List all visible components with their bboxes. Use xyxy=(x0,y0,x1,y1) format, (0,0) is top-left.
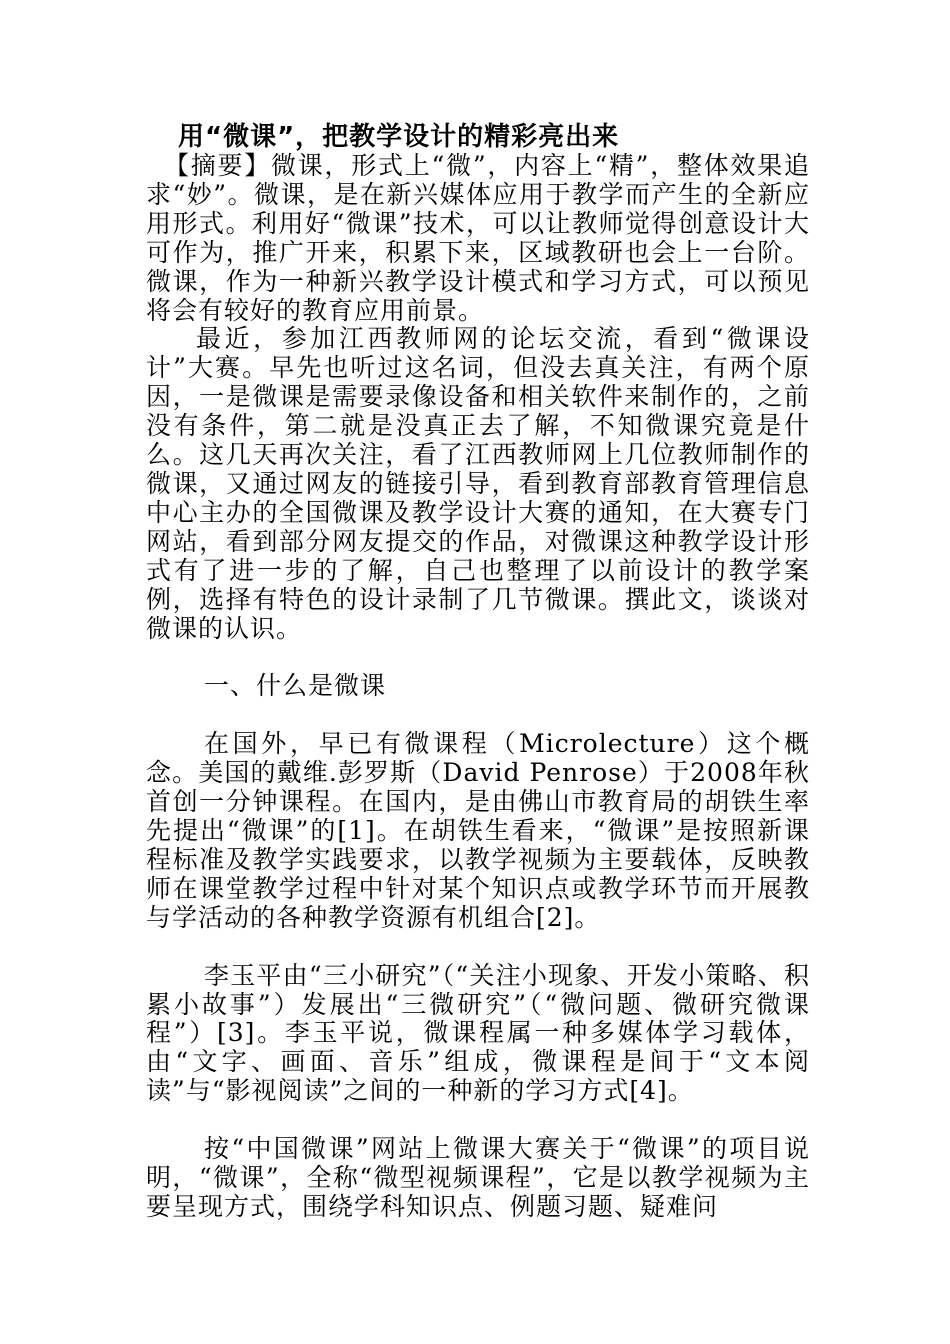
abstract-paragraph: 【摘要】微课，形式上“微”，内容上“精”，整体效果追求“妙”。微课，是在新兴媒体应用于教学而产生的全新应用形式。利用好“微课”技术，可以让教师觉得创意设计大可作为，推广开来，积累下来，区域教研也会上一台阶。微课，作为一种新兴教学设计模式和学习方式，可以预见将会有较好的教育应用前景。 xyxy=(146,151,810,325)
body-paragraph: 按“中国微课”网站上微课大赛关于“微课”的项目说明，“微课”，全称“微型视频课程”，它是以教学视频为主要呈现方式，围绕学科知识点、例题习题、疑难问 xyxy=(146,1134,810,1221)
paragraph-spacer xyxy=(146,933,810,962)
body-paragraph: 李玉平由“三小研究”（“关注小现象、开发小策略、积累小故事”）发展出“三微研究”（“微问题、微研究微课程”）[3]。李玉平说，微课程属一种多媒体学习载体，由“文字、画面、音乐”组成，微课程是间于“文本阅读”与“影视阅读”之间的一种新的学习方式[4]。 xyxy=(146,960,810,1106)
paragraph-spacer xyxy=(146,643,810,672)
document-title: 用“微课”，把教学设计的精彩亮出来 xyxy=(178,122,620,152)
document-body xyxy=(146,122,810,1222)
body-paragraph: 在国外，早已有微课程（Microlecture）这个概念。美国的戴维.彭罗斯（David Penrose）于2008年秋首创一分钟课程。在国内，是由佛山市教育局的胡铁生率先提出“微课”的[1]。在胡铁生看来，“微课”是按照新课程标准及教学实践要求，以教学视频为主要载体，反映教师在课堂教学过程中针对某个知识点或教学环节而开展教与学活动的各种教学资源有机组合[2]。 xyxy=(146,729,810,932)
intro-paragraph: 最近，参加江西教师网的论坛交流，看到“微课设计”大赛。早先也听过这名词，但没去真关注，有两个原因，一是微课是需要录像设备和相关软件来制作的，之前没有条件，第二就是没真正去了解，不知微课究竟是什么。这几天再次关注，看了江西教师网上几位教师制作的微课，又通过网友的链接引导，看到教育部教育管理信息中心主办的全国微课及教学设计大赛的通知，在大赛专门网站，看到部分网友提交的作品，对微课这种教学设计形式有了进一步的了解，自己也整理了以前设计的教学案例，选择有特色的设计录制了几节微课。撰此文，谈谈对微课的认识。 xyxy=(146,324,810,643)
section-heading: 一、什么是微课 xyxy=(204,671,387,701)
paragraph-spacer xyxy=(146,1106,810,1135)
paragraph-spacer xyxy=(146,701,810,730)
